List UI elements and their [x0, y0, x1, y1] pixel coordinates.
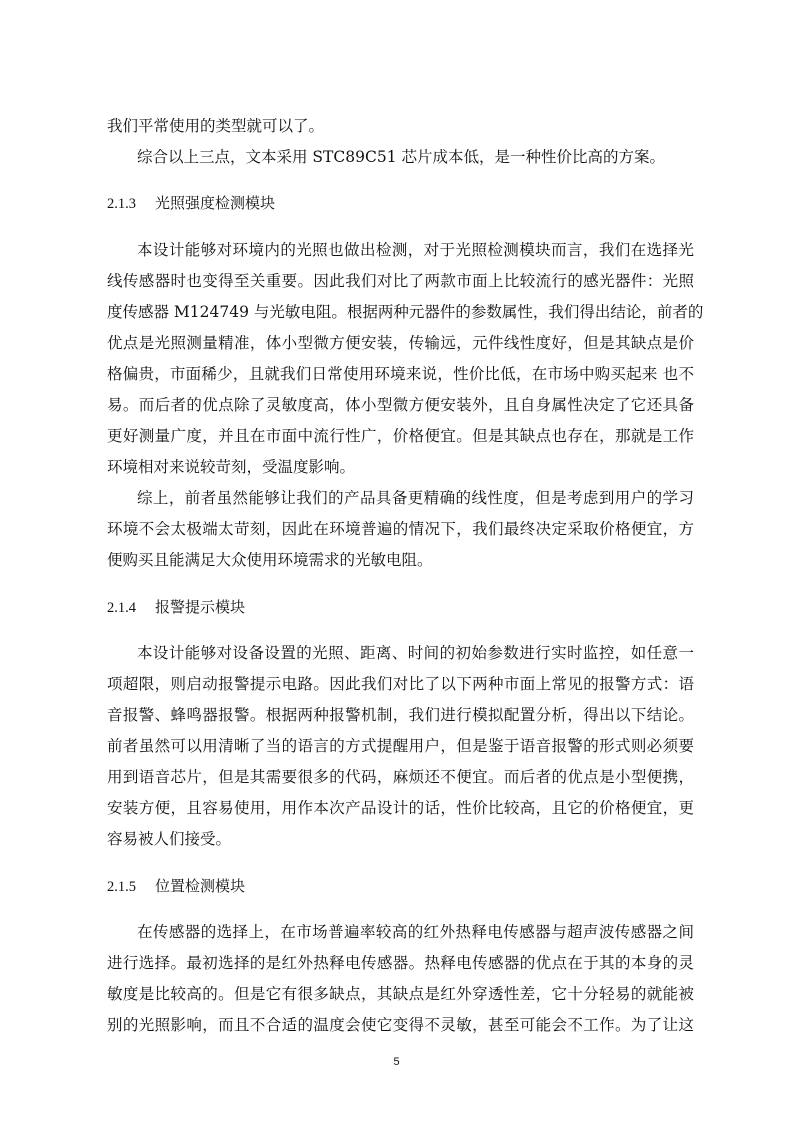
paragraph-line: 敏度是比较高的。但是它有很多缺点，其缺点是红外穿透性差，它十分轻易的就能被: [107, 985, 694, 1003]
paragraph-line: 音报警、蜂鸣器报警。根据两种报警机制，我们进行模拟配置分析，得出以下结论。: [107, 706, 694, 724]
paragraph-line: 本设计能够对环境内的光照也做出检测，对于光照检测模块而言，我们在选择光: [137, 241, 694, 259]
section-heading-2-1-5: [107, 876, 245, 897]
paragraph-line: 环境相对来说较苛刻，受温度影响。: [107, 458, 356, 476]
paragraph-line: 优点是光照测量精准，体小型微方便安装，传输远，元件线性度好，但是其缺点是价: [107, 334, 694, 352]
paragraph-line: 安装方便，且容易使用，用作本次产品设计的话，性价比较高，且它的价格便宜，更: [107, 799, 694, 817]
paragraph-line: 易。而后者的优点除了灵敏度高，体小型微方便安装外，且自身属性决定了它还具备: [107, 396, 694, 414]
paragraph-line: 用到语音芯片，但是其需要很多的代码，麻烦还不便宜。而后者的优点是小型便携，: [107, 768, 694, 786]
section-number: 2.1.4: [107, 600, 136, 616]
paragraph-line: 我们平常使用的类型就可以了。: [107, 117, 325, 135]
paragraph-line: 综合以上三点，文本采用 STC89C51 芯片成本低，是一种性价比高的方案。: [137, 148, 665, 166]
paragraph-line: 线传感器时也变得至关重要。因此我们对比了两款市面上比较流行的感光器件：光照: [107, 272, 694, 290]
paragraph-line: 更好测量广度，并且在市面中流行性广，价格便宜。但是其缺点也存在，那就是工作: [107, 427, 694, 445]
paragraph-line: 本设计能够对设备设置的光照、距离、时间的初始参数进行实时监控，如任意一: [137, 644, 694, 662]
paragraph-line: 度传感器 M124749 与光敏电阻。根据两种元器件的参数属性，我们得出结论，前者的: [107, 303, 704, 321]
section-number: 2.1.3: [107, 196, 136, 212]
section-title: 报警提示模块: [155, 598, 246, 616]
paragraph-line: 容易被人们接受。: [107, 830, 232, 848]
paragraph-line: 格偏贵，市面稀少，且就我们日常使用环境来说，性价比低，在市场中购买起来 也不: [107, 365, 694, 383]
paragraph-line: 在传感器的选择上，在市场普遍率较高的红外热释电传感器与超声波传感器之间: [137, 923, 694, 941]
paragraph-line: 环境不会太极端太苛刻，因此在环境普遍的情况下，我们最终决定采取价格便宜，方: [107, 520, 694, 538]
paragraph-line: 综上，前者虽然能够让我们的产品具备更精确的线性度，但是考虑到用户的学习: [137, 489, 694, 507]
section-title: 光照强度检测模块: [155, 194, 276, 212]
section-title: 位置检测模块: [155, 877, 246, 895]
paragraph-line: 进行选择。最初选择的是红外热释电传感器。热释电传感器的优点在于其的本身的灵: [107, 954, 694, 972]
paragraph-line: 别的光照影响，而且不合适的温度会使它变得不灵敏，甚至可能会不工作。为了让这: [107, 1016, 694, 1034]
section-heading-2-1-3: [107, 193, 275, 214]
page-number: 5: [393, 1056, 400, 1068]
paragraph-line: 前者虽然可以用清晰了当的语言的方式提醒用户，但是鉴于语音报警的形式则必须要: [107, 737, 694, 755]
section-heading-2-1-4: [107, 597, 245, 618]
paragraph-line: 项超限，则启动报警提示电路。因此我们对比了以下两种市面上常见的报警方式：语: [107, 675, 694, 693]
paragraph-line: 便购买且能满足大众使用环境需求的光敏电阻。: [107, 551, 433, 569]
section-number: 2.1.5: [107, 879, 136, 895]
